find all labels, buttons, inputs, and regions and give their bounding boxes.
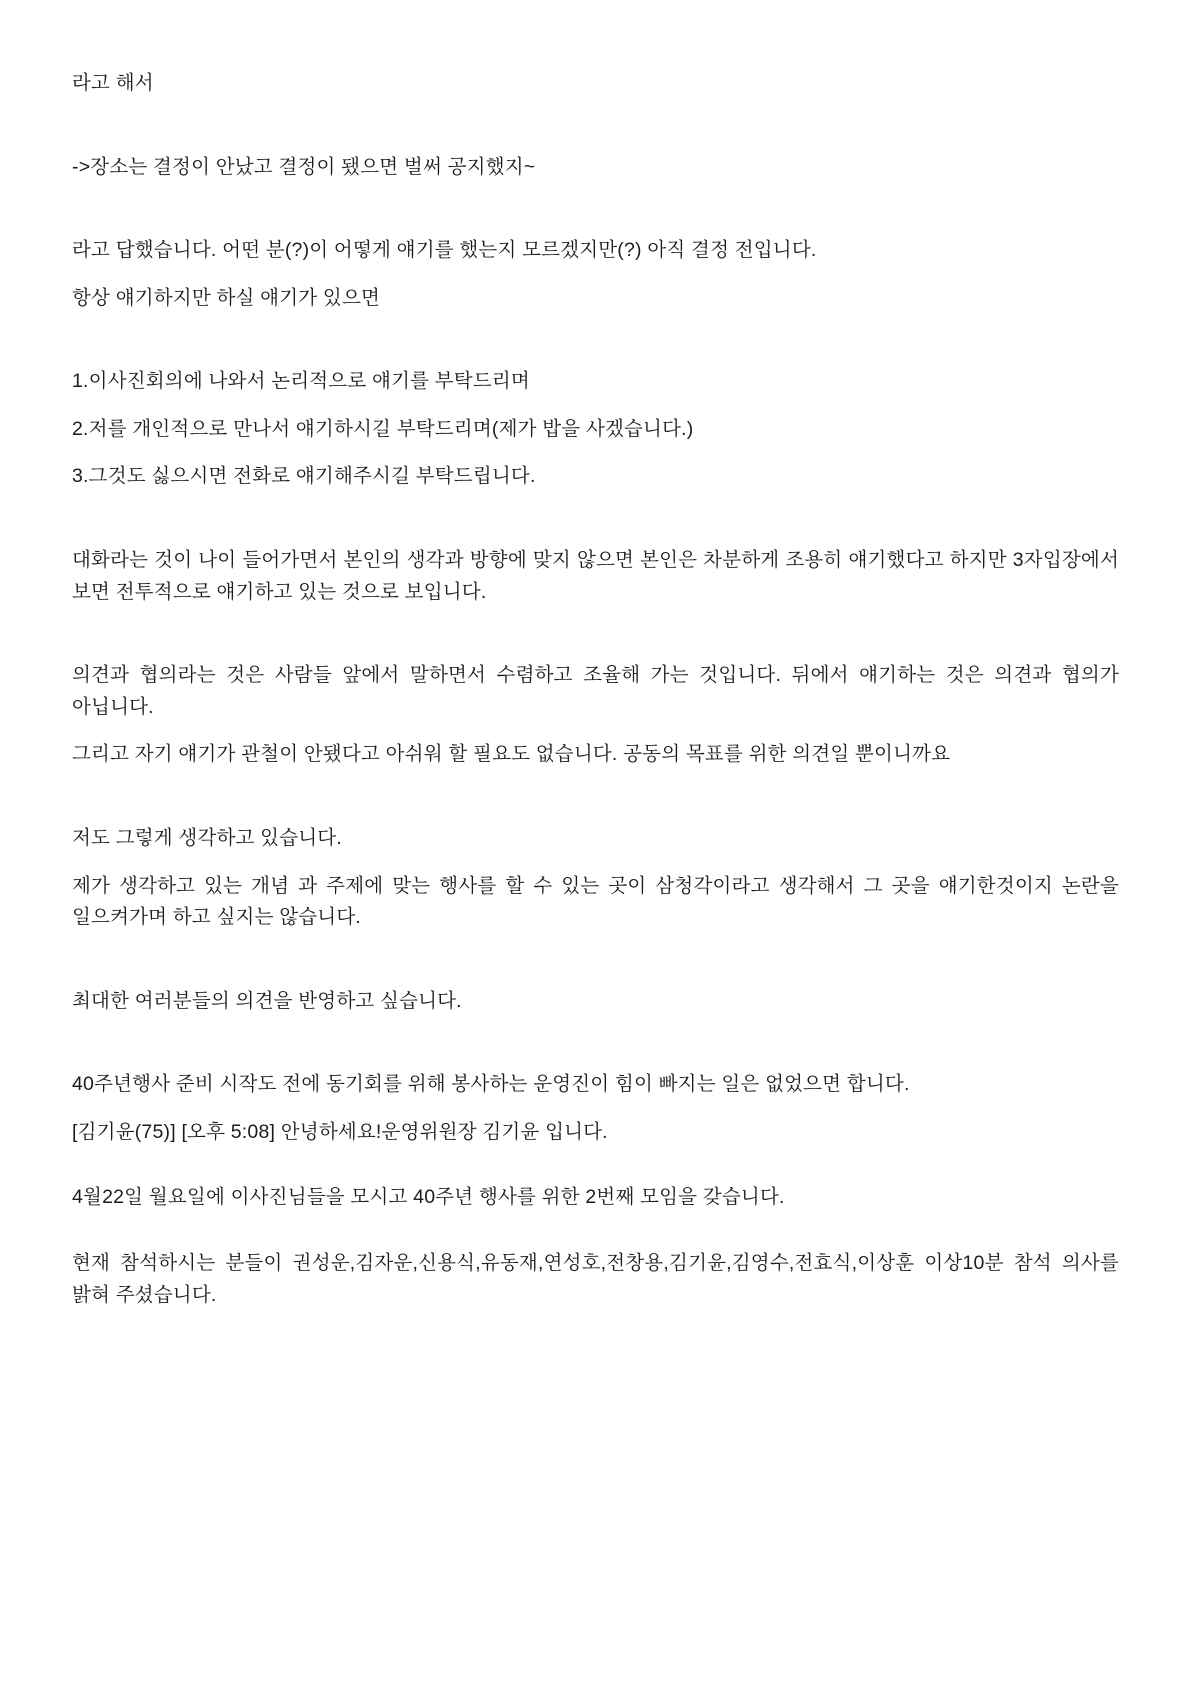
paragraph: 4월22일 월요일에 이사진님들을 모시고 40주년 행사를 위한 2번째 모임을 갖습니다. (72, 1186, 785, 1209)
paragraph: ->장소는 결정이 안났고 결정이 됐으면 벌써 공지했지~ (72, 155, 536, 178)
document-body (72, 68, 1119, 1311)
paragraph: 라고 해서 (72, 72, 154, 94)
paragraph: 대화라는 것이 나이 들어가면서 본인의 생각과 방향에 맞지 않으면 본인은 차분하게 조용히 얘기했다고 하지만 3자입장에서 보면 전투적으로 얘기하고 있는 것으로 보입니다. (72, 549, 1119, 603)
paragraph: 2.저를 개인적으로 만나서 얘기하시길 부탁드리며(제가 밥을 사겠습니다.) (72, 417, 694, 440)
paragraph: 저도 그렇게 생각하고 있습니다. (72, 826, 342, 849)
paragraph: 1.이사진회의에 나와서 논리적으로 얘기를 부탁드리며 (72, 370, 530, 393)
paragraph: [김기윤(75)] [오후 5:08] 안녕하세요!운영위원장 김기윤 입니다. (72, 1120, 608, 1143)
paragraph: 라고 답했습니다. 어떤 분(?)이 어떻게 얘기를 했는지 모르겠지만(?) 아직 결정 전입니다. (72, 239, 817, 262)
paragraph: 의견과 협의라는 것은 사람들 앞에서 말하면서 수렴하고 조율해 가는 것입니다. 뒤에서 얘기하는 것은 의견과 협의가 아닙니다. (72, 664, 1119, 718)
paragraph: 3.그것도 싫으시면 전화로 얘기해주시길 부탁드립니다. (72, 465, 536, 488)
paragraph: 현재 참석하시는 분들이 권성운,김자운,신용식,유동재,연성호,전창용,김기윤,김영수,전효식,이상훈 이상10분 참석 의사를 밝혀 주셨습니다. (72, 1251, 1119, 1306)
paragraph: 제가 생각하고 있는 개념 과 주제에 맞는 행사를 할 수 있는 곳이 삼청각이라고 생각해서 그 곳을 얘기한것이지 논란을 일으켜가며 하고 싶지는 않습니다. (72, 874, 1119, 929)
paragraph: 항상 얘기하지만 하실 얘기가 있으면 (72, 286, 381, 309)
paragraph: 그리고 자기 얘기가 관철이 안됐다고 아쉬워 할 필요도 없습니다. 공동의 목표를 위한 의견일 뿐이니까요 (72, 743, 951, 766)
paragraph: 최대한 여러분들의 의견을 반영하고 싶습니다. (72, 989, 462, 1012)
paragraph: 40주년행사 준비 시작도 전에 동기회를 위해 봉사하는 운영진이 힘이 빠지는 일은 없었으면 합니다. (72, 1073, 910, 1096)
